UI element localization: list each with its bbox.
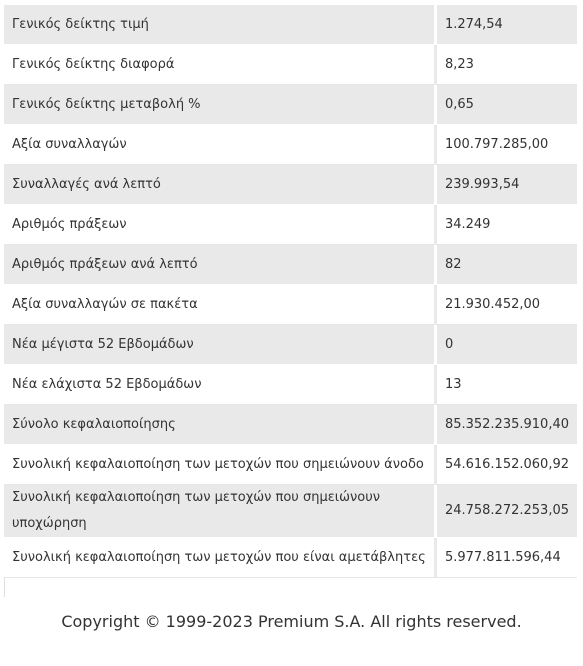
row-value: 82 xyxy=(435,245,577,285)
row-value: 13 xyxy=(435,365,577,405)
table-row xyxy=(4,538,577,578)
table-row xyxy=(4,485,577,538)
table-row xyxy=(4,5,577,45)
row-label: Αξία συναλλαγών xyxy=(4,125,435,165)
table-row xyxy=(4,45,577,85)
row-label: Αριθμός πράξεων xyxy=(4,205,435,245)
row-label: Νέα μέγιστα 52 Εβδομάδων xyxy=(4,325,435,365)
row-value: 1.274,54 xyxy=(435,5,577,45)
row-value: 0,65 xyxy=(435,85,577,125)
row-label: Αριθμός πράξεων ανά λεπτό xyxy=(4,245,435,285)
table-row xyxy=(4,245,577,285)
row-value: 21.930.452,00 xyxy=(435,285,577,325)
row-label: Αξία συναλλαγών σε πακέτα xyxy=(4,285,435,325)
table-row xyxy=(4,285,577,325)
table-row xyxy=(4,325,577,365)
row-label: Σύνολο κεφαλαιοποίησης xyxy=(4,405,435,445)
market-stats-table xyxy=(4,4,577,578)
row-label: Συνολική κεφαλαιοποίηση των μετοχών που είναι αμετάβλητες xyxy=(4,538,435,578)
row-value: 34.249 xyxy=(435,205,577,245)
row-label: Γενικός δείκτης διαφορά xyxy=(4,45,435,85)
row-value: 5.977.811.596,44 xyxy=(435,538,577,578)
row-label: Συναλλαγές ανά λεπτό xyxy=(4,165,435,205)
row-value: 54.616.152.060,92 xyxy=(435,445,577,485)
table-row xyxy=(4,125,577,165)
table-row xyxy=(4,165,577,205)
copyright-footer: Copyright © 1999-2023 Premium S.A. All rights reserved. xyxy=(61,612,522,631)
row-value: 239.993,54 xyxy=(435,165,577,205)
row-value: 0 xyxy=(435,325,577,365)
table-row xyxy=(4,365,577,405)
row-label: Συνολική κεφαλαιοποίηση των μετοχών που σημειώνουν υποχώρηση xyxy=(4,485,435,538)
row-label: Γενικός δείκτης μεταβολή % xyxy=(4,85,435,125)
row-value: 100.797.285,00 xyxy=(435,125,577,165)
row-label: Γενικός δείκτης τιμή xyxy=(4,5,435,45)
row-value: 24.758.272.253,05 xyxy=(435,485,577,538)
row-label: Συνολική κεφαλαιοποίηση των μετοχών που σημειώνουν άνοδο xyxy=(4,445,435,485)
table-row xyxy=(4,445,577,485)
table-row xyxy=(4,405,577,445)
table-row xyxy=(4,85,577,125)
row-value: 8,23 xyxy=(435,45,577,85)
row-value: 85.352.235.910,40 xyxy=(435,405,577,445)
row-label: Νέα ελάχιστα 52 Εβδομάδων xyxy=(4,365,435,405)
table-row xyxy=(4,205,577,245)
